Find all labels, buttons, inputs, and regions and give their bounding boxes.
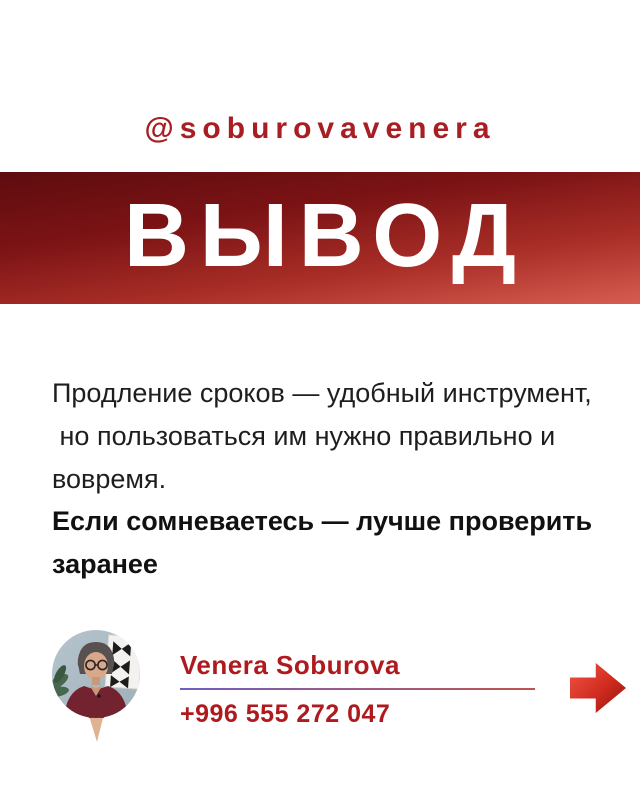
contact-name: Venera Soburova xyxy=(180,650,400,680)
body-paragraph xyxy=(52,372,612,501)
title-banner xyxy=(0,172,640,304)
emphasis-text xyxy=(52,500,612,586)
page-title: ВЫВОД xyxy=(124,186,527,286)
account-handle: @soburovavenera xyxy=(144,112,496,145)
emphasis-line: Если сомневаетесь — лучше проверить xyxy=(52,506,593,536)
right-arrow-icon[interactable] xyxy=(570,663,626,713)
body-line: Продление сроков — удобный инструмент, xyxy=(52,378,592,408)
body-line: но пользоваться им нужно правильно и xyxy=(52,421,556,451)
contact-phone: +996 555 272 047 xyxy=(180,700,391,728)
avatar-photo xyxy=(52,630,140,748)
contact-divider xyxy=(180,688,535,690)
body-line: вовремя. xyxy=(52,464,167,494)
avatar xyxy=(52,630,140,748)
emphasis-line: заранее xyxy=(52,549,158,579)
